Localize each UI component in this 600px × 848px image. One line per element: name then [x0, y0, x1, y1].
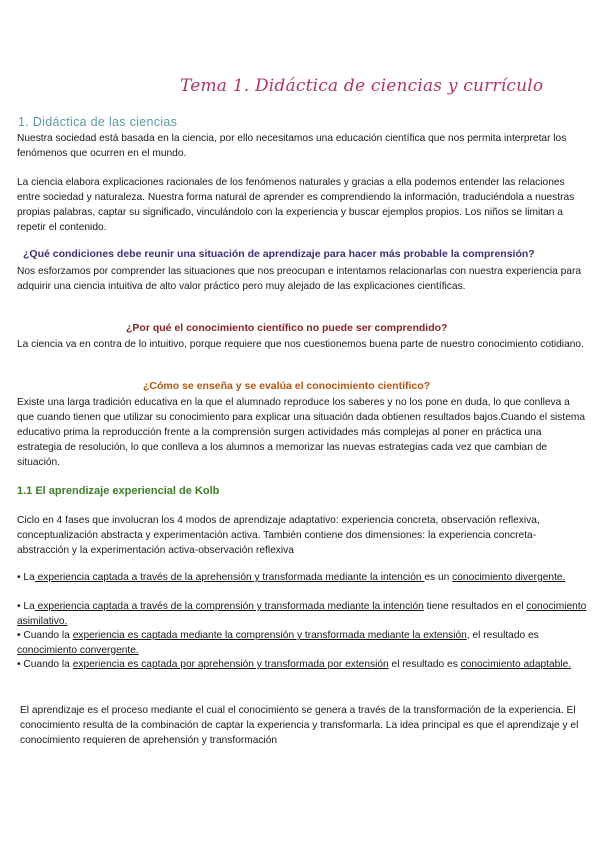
section-heading-kolb: 1.1 El aprendizaje experiencial de Kolb — [17, 485, 220, 497]
question-como: ¿Cómo se enseña y se evalúa el conocimiento científico? — [143, 380, 431, 392]
list-item: • Cuando la experiencia es captada mediante la comprensión y transformada mediante la extensión, el resultado es conocimiento convergente. — [17, 630, 539, 656]
answer-condiciones: Nos esforzamos por comprender las situaciones que nos preocupan e intentamos relacionarlas con nuestra experiencia para adquirir una ciencia intuitiva de alto valor práctico pero muy alejado de las explicaciones científicas. — [17, 266, 582, 292]
question-condiciones: ¿Qué condiciones debe reunir una situación de aprendizaje para hacer más probable la comprensión? — [23, 248, 535, 260]
list-item: • La experiencia captada a través de la comprensión y transformada mediante la intención tiene resultados en el conocimiento asimilativo. — [17, 601, 587, 627]
paragraph-kolb-intro: Ciclo en 4 fases que involucran los 4 modos de aprendizaje adaptativo: experiencia concreta, observación reflexiva, conceptualización abstracta y experimentación activa. También contiene dos dimensiones: la experiencia concreta-abstracción y la experimentación activa-observación reflexiva — [17, 515, 540, 556]
paragraph-ciencia: La ciencia elabora explicaciones racionales de los fenómenos naturales y gracias a ella podemos entender las relaciones entre sociedad y naturaleza. Nuestra forma natural de aprender es comprendiendo la información, traduciéndola a nuestras propias palabras, captar su significado, vinculándolo con la experiencia y buscar ejemplos propios. Los niños se limitan a repetir el contenido. — [17, 177, 575, 233]
paragraph-intro: Nuestra sociedad está basada en la ciencia, por ello necesitamos una educación científica que nos permita interpretar los fenómenos que ocurren en el mundo. — [17, 133, 567, 159]
page-title: Tema 1. Didáctica de ciencias y currículo — [180, 76, 544, 96]
answer-como: Existe una larga tradición educativa en la que el alumnado reproduce los saberes y no los pone en duda, lo que conlleva a que cuando tienen que utilizar su conocimiento para explicar una situación dada obtienen resultados bajos.Cuando el sistema educativo prima la reproducción frente a la comprensión surgen actividades más complejas al poner en práctica una estrategia de resolución, lo que conlleva a los alumnos a memorizar las nuevas estrategias cada vez que cambian de situación. — [17, 397, 586, 468]
paragraph-closing: El aprendizaje es el proceso mediante el cual el conocimiento se genera a través de la transformación de la experiencia. El conocimiento resulta de la combinación de captar la experiencia y transformarla. La idea principal es que el aprendizaje y el conocimiento requieren de aprehensión y transformación — [20, 705, 579, 746]
list-item: • La experiencia captada a través de la aprehensión y transformada mediante la intención es un conocimiento divergente. — [17, 572, 566, 583]
question-por-que: ¿Por qué el conocimiento científico no puede ser comprendido? — [126, 322, 448, 334]
answer-por-que: La ciencia va en contra de lo intuitivo, porque requiere que nos cuestionemos buena parte de nuestro conocimiento cotidiano. — [17, 339, 584, 350]
section-heading-didactica: 1. Didáctica de las ciencias — [18, 115, 178, 129]
list-item: • Cuando la experiencia es captada por aprehensión y transformada por extensión el resultado es conocimiento adaptable. — [17, 659, 572, 670]
